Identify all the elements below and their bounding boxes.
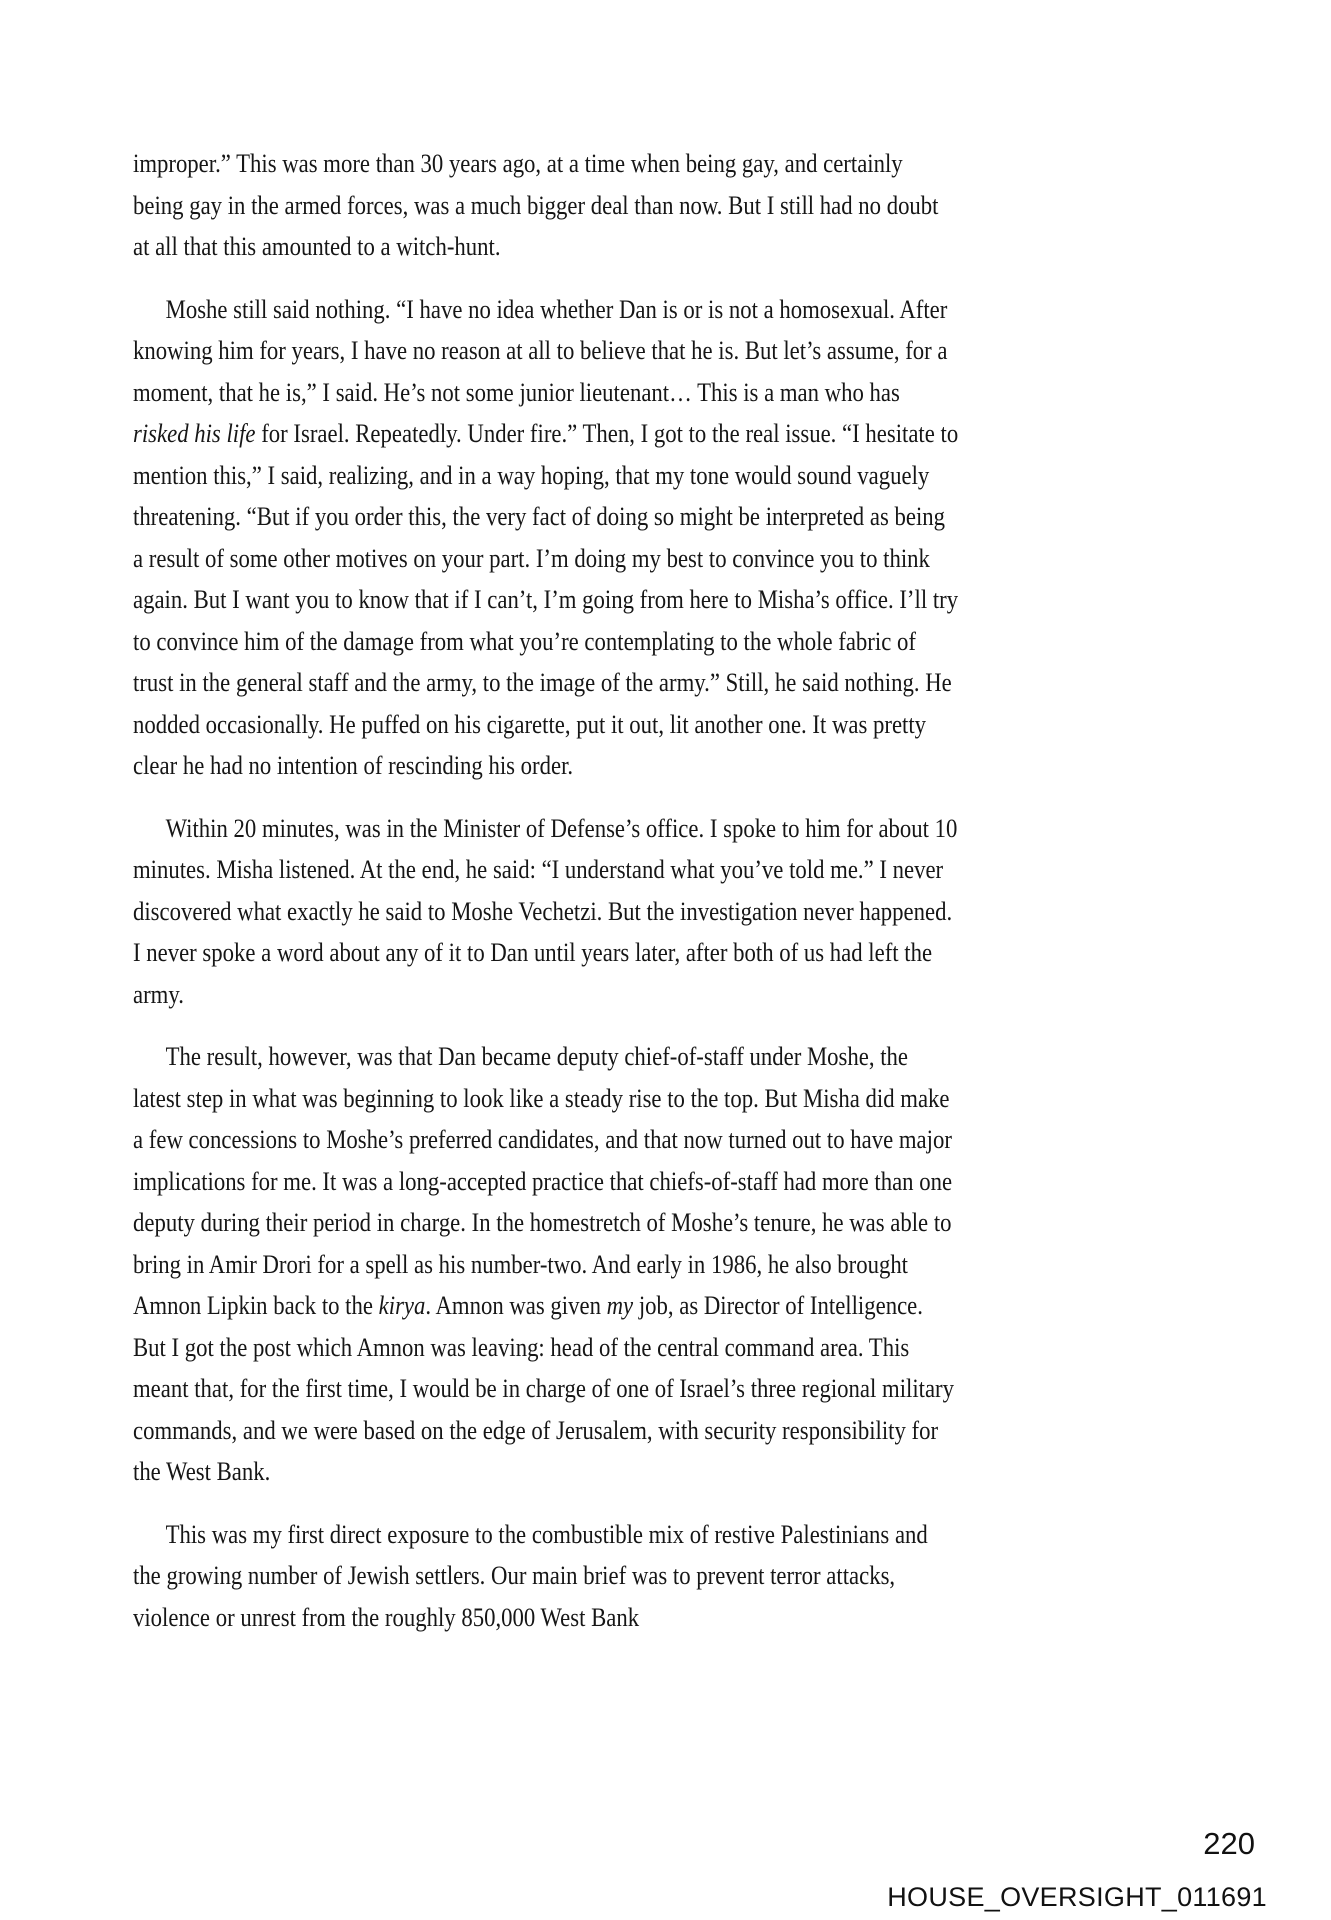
italic-text-run: my <box>606 1290 634 1320</box>
page-text <box>133 143 958 1659</box>
text-run: Moshe still said nothing. “I have no idea whether Dan is or is not a homosexual. After knowing him for years, I have no reason at all to believe that he is. But let’s assume, for a moment, that he is,” I said. He’s not some junior lieutenant… This is a man who has <box>133 293 948 407</box>
bates-stamp: HOUSE_OVERSIGHT_011691 <box>887 1882 1267 1912</box>
paragraph <box>133 1514 958 1639</box>
text-run: . Amnon was given <box>425 1290 607 1320</box>
paragraph <box>133 143 958 268</box>
italic-text-run: risked his life <box>133 418 256 448</box>
text-run: This was my first direct exposure to the combustible mix of restive Palestinians and the growing number of Jewish settlers. Our main brief was to prevent terror attacks, violence or unrest from the roughly 850,000 West Bank <box>133 1518 928 1632</box>
paragraph <box>133 1036 958 1493</box>
text-run: for Israel. Repeatedly. Under fire.” Then, I got to the real issue. “I hesitate to mention this,” I said, realizing, and in a way hoping, that my tone would sound vaguely threatening. “But if you order this, the very fact of doing so might be interpreted as being a result of some other motives on your part. I’m doing my best to convince you to think again. But I want you to know that if I can’t, I’m going from here to Misha’s office. I’ll try to convince him of the damage from what you’re contemplating to the whole fabric of trust in the general staff and the army, to the image of the army.” Still, he said nothing. He nodded occasionally. He puffed on his cigarette, put it out, lit another one. It was pretty clear he had no intention of rescinding his order. <box>133 418 959 780</box>
text-run: The result, however, was that Dan became deputy chief-of-staff under Moshe, the latest step in what was beginning to look like a steady rise to the top. But Misha did make a few concessions to Moshe’s preferred candidates, and that now turned out to have major implications for me. It was a long-accepted practice that chiefs-of-staff had more than one deputy during their period in charge. In the homestretch of Moshe’s tenure, he was able to bring in Amir Drori for a spell as his number-two. And early in 1986, he also brought Amnon Lipkin back to the <box>133 1041 953 1320</box>
italic-text-run: kirya <box>378 1290 426 1320</box>
text-run: job, as Director of Intelligence. But I got the post which Amnon was leaving: head of the central command area. This meant that, for the first time, I would be in charge of one of Israel’s three regional military commands, and we were based on the edge of Jerusalem, with security responsibility for the West Bank. <box>133 1290 954 1486</box>
paragraph <box>133 808 958 1016</box>
page-number: 220 <box>1203 1826 1255 1861</box>
text-run: improper.” This was more than 30 years ago, at a time when being gay, and certainly being gay in the armed forces, was a much bigger deal than now. But I still had no doubt at all that this amounted to a witch-hunt. <box>133 148 939 261</box>
paragraph <box>133 289 958 787</box>
text-run: Within 20 minutes, was in the Minister of Defense’s office. I spoke to him for about 10 minutes. Misha listened. At the end, he said: “I understand what you’ve told me.” I never discovered what exactly he said to Moshe Vechetzi. But the investigation never happened. I never spoke a word about any of it to Dan until years later, after both of us had left the army. <box>133 812 958 1009</box>
